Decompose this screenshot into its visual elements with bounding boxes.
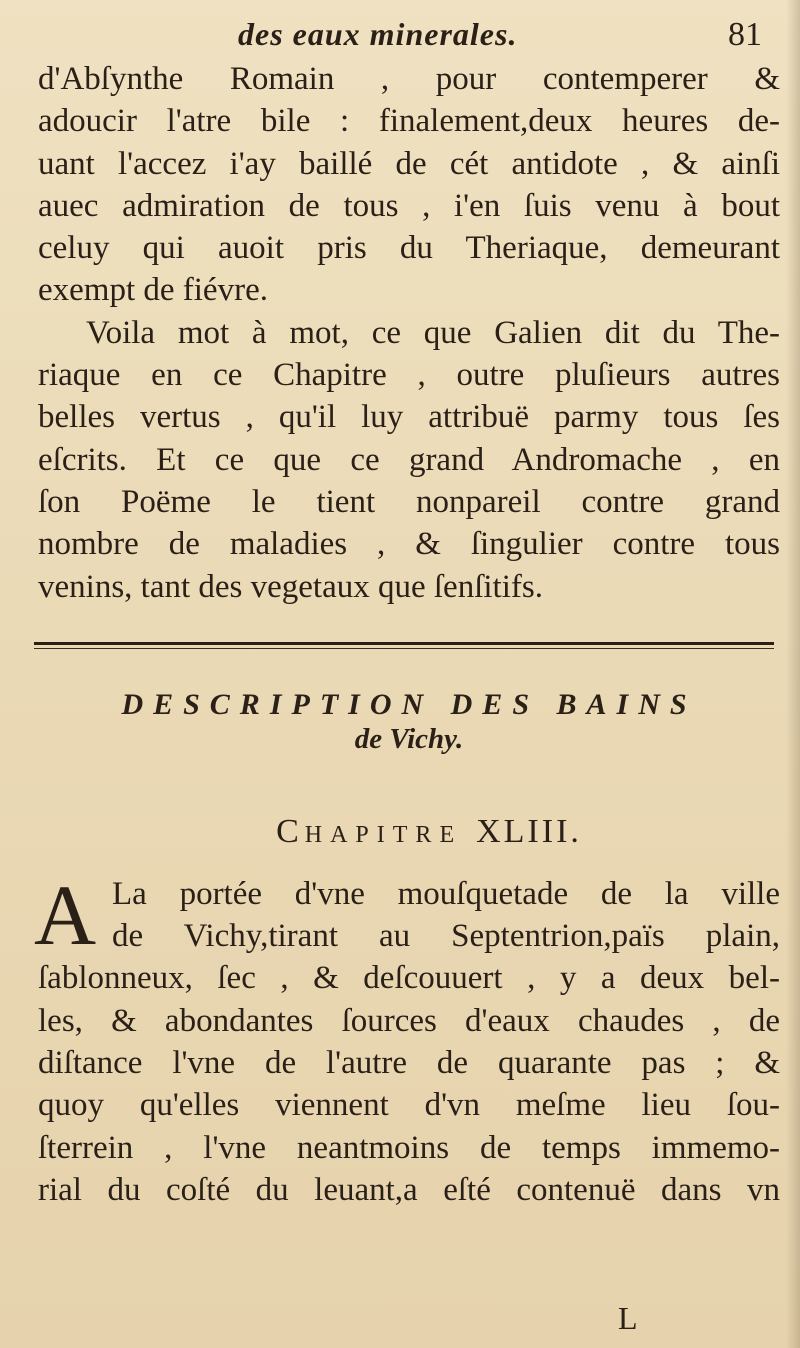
section-divider <box>38 640 780 654</box>
text-line: ſon Poëme le tient nonpareil contre grand <box>38 483 780 520</box>
section-subtitle: de Vichy. <box>354 722 464 755</box>
chapter-number: XLIII. <box>476 812 582 850</box>
divider-thick-rule <box>34 642 774 645</box>
paragraph-1 <box>38 58 780 312</box>
text-line: uant l'accez i'ay baillé de cét antidote , & ainſi <box>38 145 780 182</box>
paragraph-3 <box>34 866 780 1211</box>
page-number: 81 <box>728 16 762 53</box>
page-header <box>38 0 780 58</box>
text-line: d'Abſynthe Romain , pour contemperer & <box>38 61 780 97</box>
text-line: adoucir l'atre bile : finalement,deux heures de- <box>38 103 780 140</box>
text-line: Voila mot à mot, ce que Galien dit du The- <box>86 314 780 351</box>
drop-cap: A <box>34 866 97 963</box>
page-edge-shadow <box>786 0 800 1348</box>
chapter-initial: C <box>276 812 305 850</box>
text-line: riaque en ce Chapitre , outre pluſieurs autres <box>38 357 780 394</box>
text-line: celuy qui auoit pris du Theriaque, demeurant <box>38 230 780 267</box>
section-title: DESCRIPTION DES BAINS <box>121 687 697 721</box>
paragraph-2 <box>38 312 780 608</box>
signature-mark: L <box>618 1300 638 1336</box>
text-line: de Vichy,tirant au Septentrion,païs plain, <box>112 918 780 955</box>
text-line: exempt de fiévre. <box>38 272 268 309</box>
text-line: diſtance l'vne de l'autre de quarante pas ; & <box>38 1045 780 1082</box>
text-line: nombre de maladies , & ſingulier contre tous <box>38 526 780 563</box>
chapter-heading <box>38 812 780 855</box>
text-line: belles vertus , qu'il luy attribuë parmy tous ſes <box>38 399 780 436</box>
chapter-label: HAPITRE <box>304 821 463 848</box>
text-line: La portée d'vne mouſquetade de la ville <box>112 875 780 912</box>
text-line: ſterrein , l'vne neantmoins de temps immemo- <box>38 1129 780 1166</box>
text-line: ſablonneux, ſec , & deſcouuert , y a deux bel- <box>38 960 780 997</box>
running-head: des eaux minerales. <box>238 16 518 52</box>
text-line: auec admiration de tous , i'en ſuis venu à bout <box>38 187 780 224</box>
text-line: quoy qu'elles viennent d'vn meſme lieu ſou- <box>38 1087 780 1124</box>
text-line: les, & abondantes ſources d'eaux chaudes , de <box>38 1002 780 1039</box>
text-line: eſcrits. Et ce que ce grand Andromache , en <box>38 441 780 478</box>
text-line: venins, tant des vegetaux que ſenſitifs. <box>38 568 543 605</box>
divider-thin-rule <box>34 648 774 649</box>
text-line: rial du coſté du leuant,a eſté contenuë dans vn <box>38 1171 780 1208</box>
